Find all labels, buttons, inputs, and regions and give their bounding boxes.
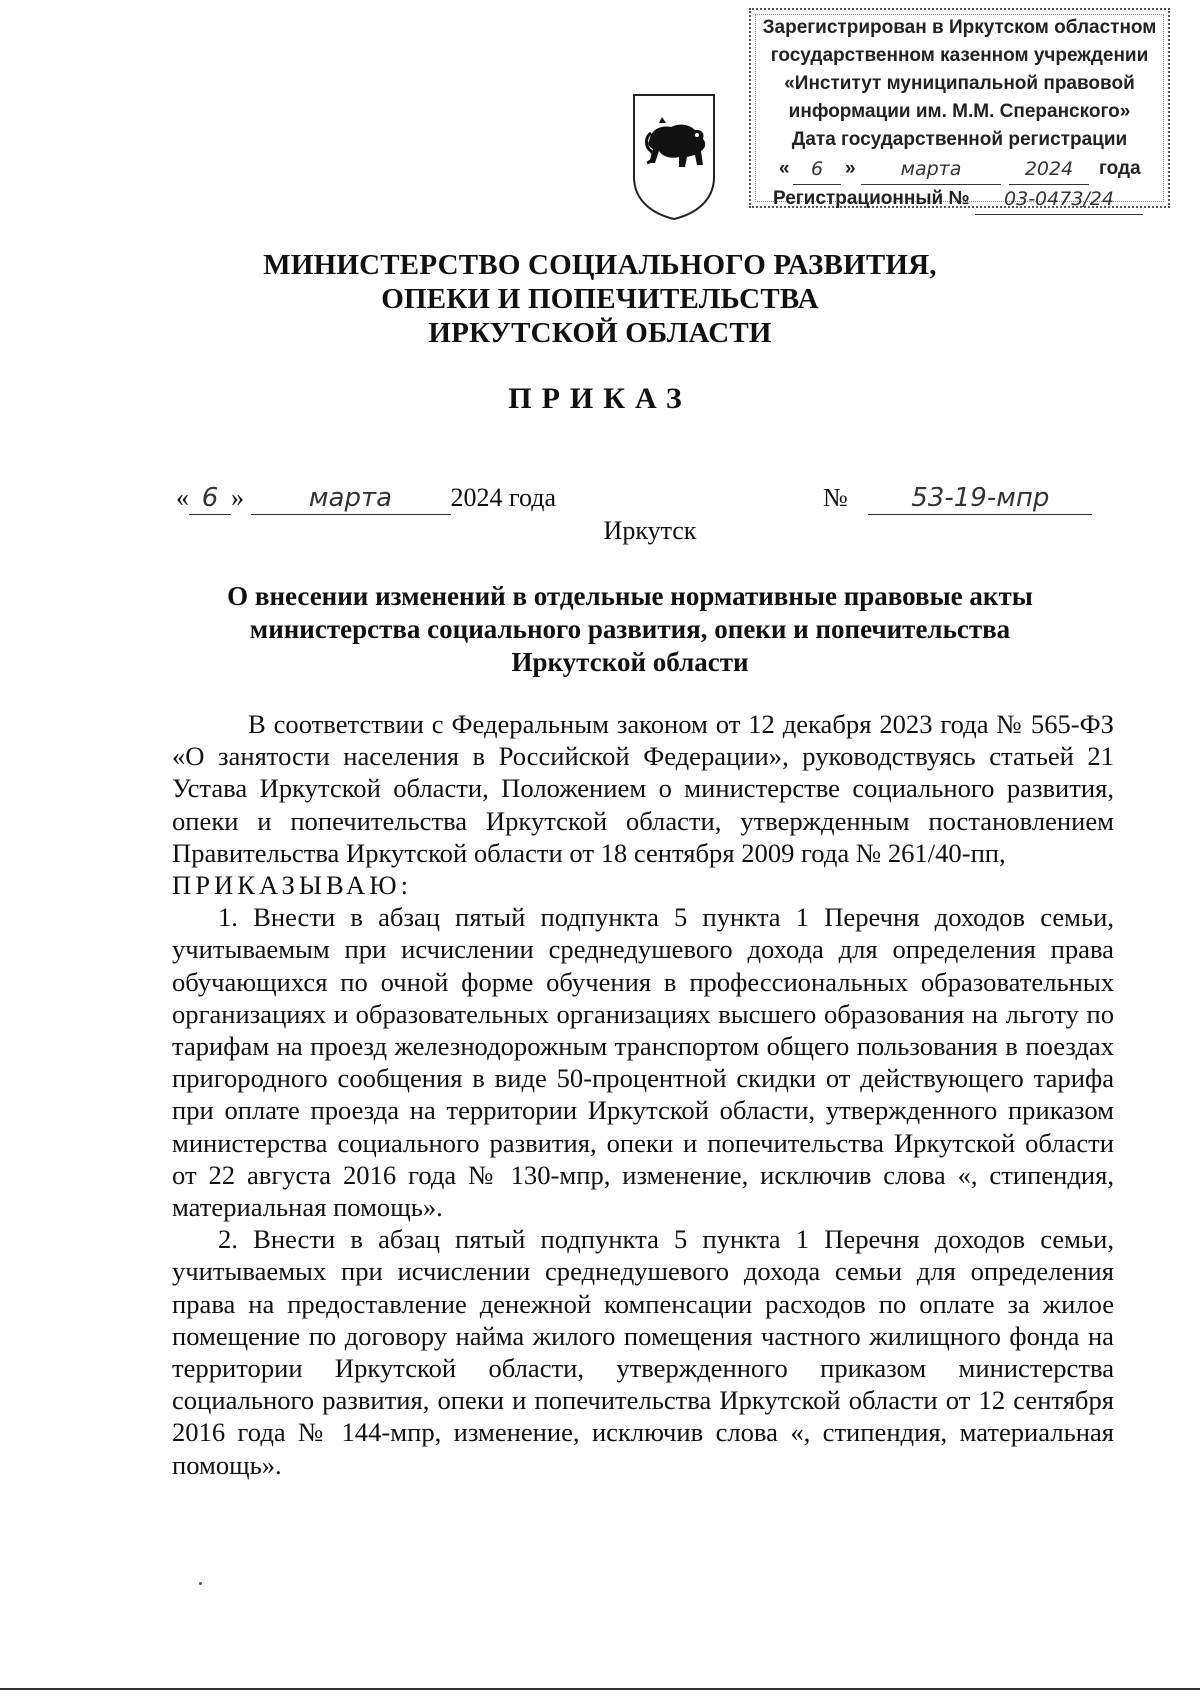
order-date-month: марта — [251, 482, 451, 515]
stamp-date-open: « — [779, 158, 790, 179]
order-date-open: « — [176, 483, 189, 512]
stamp-reg-label: Регистрационный № — [773, 188, 970, 209]
ministry-line-3: ИРКУТСКОЙ ОБЛАСТИ — [428, 317, 772, 349]
page-bottom-edge — [0, 1688, 1200, 1690]
ministry-line-2: ОПЕКИ И ПОПЕЧИТЕЛЬСТВА — [381, 283, 819, 315]
order-word: ПРИКАЗЫВАЮ: — [172, 870, 412, 901]
stamp-date-month: марта — [861, 154, 1001, 185]
order-number — [823, 482, 1092, 515]
item-2-paragraph: 2. Внести в абзац пятый подпункта 5 пункта 1 Перечня доходов семьи, учитываемых при исчислении среднедушевого дохода семьи для определения права на предоставление денежной компенсации расходов по оплате за жилое помещение по договору найма жилого помещения частного жилищного фонда на территории Иркутской области, утвержденного приказом министерства социального развития, опеки и попечительства Иркутской области от 12 сентября 2016 года № 144-мпр, изменение, исключив слова «, стипендия, материальная помощь». — [172, 1224, 1114, 1480]
order-date-year: 2024 года — [450, 483, 557, 512]
stamp-line-4: информации им. М.М. Сперанского» — [788, 101, 1131, 122]
stamp-registration-date — [759, 154, 1160, 184]
stamp-date-year: 2024 — [1009, 154, 1089, 185]
title-line-1: О внесении изменений в отдельные нормативные правовые акты — [227, 581, 1033, 611]
document-title — [180, 580, 1080, 679]
order-date — [176, 482, 556, 515]
document-body — [172, 708, 1114, 1481]
stamp-registration-number — [759, 184, 1160, 214]
ministry-name — [200, 248, 1000, 350]
registration-stamp — [749, 8, 1170, 208]
stamp-line-5: Дата государственной регистрации — [791, 129, 1128, 150]
city: Иркутск — [603, 516, 697, 545]
stamp-date-suffix: года — [1099, 158, 1141, 179]
title-line-3: Иркутской области — [511, 647, 749, 677]
document-type: ПРИКАЗ — [508, 382, 692, 415]
order-date-close: » — [231, 483, 244, 512]
preamble-paragraph: В соответствии с Федеральным законом от 12 декабря 2023 года № 565-ФЗ «О занятости населения в Российской Федерации», руководствуясь статьей 21 Устава Иркутской области, Положением о министерстве социального развития, опеки и попечительства Иркутской области, утвержденным постановлением Правительства Иркутской области от 18 сентября 2009 года № 261/40-пп, — [172, 709, 1114, 868]
scan-speck — [199, 1582, 202, 1585]
ministry-line-1: МИНИСТЕРСТВО СОЦИАЛЬНОГО РАЗВИТИЯ, — [263, 249, 937, 281]
order-number-label: № — [823, 483, 848, 512]
title-line-2: министерства социального развития, опеки и попечительства — [249, 614, 1011, 644]
stamp-line-1: Зарегистрирован в Иркутском областном — [762, 17, 1157, 38]
item-1-paragraph: 1. Внести в абзац пятый подпункта 5 пункта 1 Перечня доходов семьи, учитываемым при исчислении среднедушевого дохода для определения права обучающихся по очной форме обучения в профессиональных образовательных организациях и образовательных организациях высшего образования на льготу по тарифам на проезд железнодорожным транспортом общего пользования в поездах пригородного сообщения в виде 50-процентной скидки от действующего тарифа при оплате проезда на территории Иркутской области, утвержденного приказом министерства социального развития, опеки и попечительства Иркутской области от 22 августа 2016 года № 130-мпр, изменение, исключив слова «, стипендия, материальная помощь». — [172, 902, 1114, 1223]
stamp-line-2: государственном казенном учреждении — [770, 45, 1149, 66]
order-number-value: 53-19-мпр — [868, 482, 1092, 515]
stamp-line-3: «Институт муниципальной правовой — [784, 73, 1135, 94]
coat-of-arms-icon — [631, 93, 717, 221]
stamp-reg-number: 03-0473/24 — [975, 184, 1143, 215]
stamp-date-day: 6 — [793, 154, 841, 185]
stamp-date-close: » — [845, 158, 856, 179]
order-date-day: 6 — [189, 482, 231, 515]
